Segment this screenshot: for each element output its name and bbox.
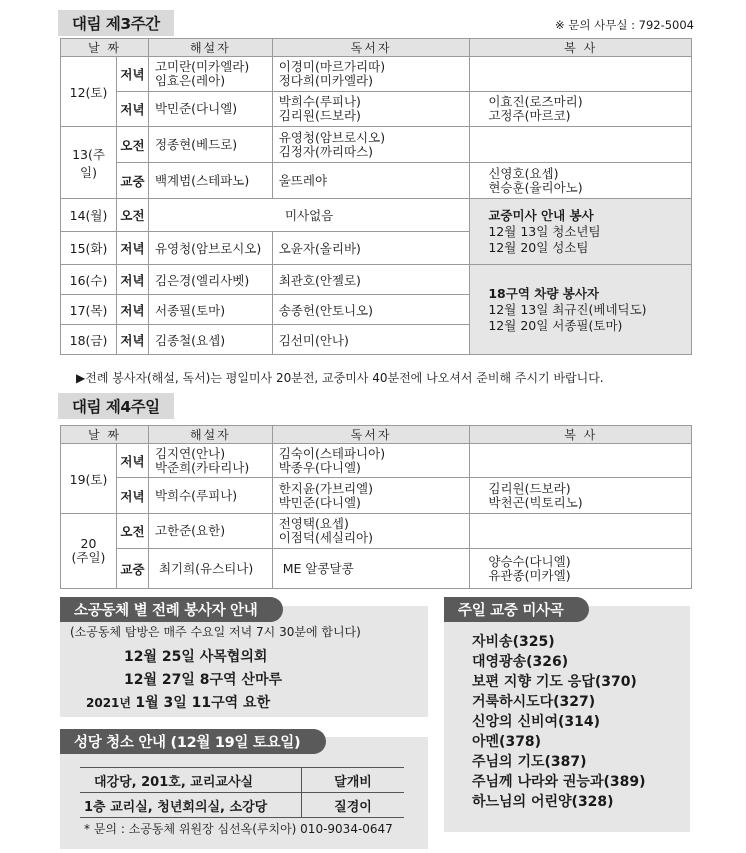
reader-cell: ME 알콩달콩 [272,549,470,589]
server-cell [470,514,692,549]
table-row [61,514,692,549]
time-cell: 저녁 [116,57,148,92]
week3-note: ▶전례 봉사자(해설, 독서)는 평일미사 20분전, 교중미사 40분전에 나오셔서 준비해 주시기 바랍니다. [76,371,604,385]
community-title: 소공동체 별 전례 봉사자 안내 [60,597,283,622]
time-cell: 저녁 [116,92,148,127]
table-row [61,199,692,232]
date-cell: 19(토) [61,444,117,514]
reader-cell: 전영택(요셉) 이점덕(세실리아) [272,514,470,549]
commentator-cell: 백계범(스테파노) [148,163,272,199]
commentator-cell: 박희수(루피나) [148,478,272,514]
header-date: 날 짜 [61,39,149,57]
community-line: 12월 25일 사목협의회 [124,649,268,665]
cleaning-place: 1층 교리실, 청년회의실, 소강당 [80,793,302,818]
time-cell: 저녁 [116,265,148,295]
commentator-cell: 김종철(요셉) [148,325,272,355]
commentator-cell: 유영청(암브로시오) [148,232,272,265]
table-row [80,793,404,818]
list-item: 주님의 기도(387) [472,754,587,770]
date-cell: 18(금) [61,325,117,355]
hymns-title: 주일 교중 미사곡 [444,597,589,622]
table-row [61,92,692,127]
server-cell: 이효진(로즈마리) 고정주(마르코) [470,92,692,127]
cleaning-team: 달개비 [302,768,405,793]
reader-cell: 오윤자(올리바) [272,232,470,265]
header-reader: 독서자 [272,426,470,444]
commentator-cell: 정종현(베드로) [148,127,272,163]
date-cell: 16(수) [61,265,117,295]
reader-cell: 김숙이(스테파니아) 박종우(다니엘) [272,444,470,478]
list-item: 주님께 나라와 권능과(389) [472,774,646,790]
time-cell: 오전 [116,127,148,163]
list-item: 대영광송(326) [472,654,569,670]
server-cell: 양승수(다니엘) 유관종(미카엘) [470,549,692,589]
commentator-cell: 김지연(안나) 박준희(카타리나) [148,444,272,478]
notice-box-vehicle: 18구역 차량 봉사자 12월 13일 최규진(베네딕도) 12월 20일 서종필(토마) [470,265,692,355]
week4-title: 대림 제4주일 [58,393,174,419]
time-cell: 교중 [116,549,148,589]
date-cell: 15(화) [61,232,117,265]
cleaning-table [80,767,404,818]
commentator-cell: 최기희(유스티나) [148,549,272,589]
commentator-cell: 박민준(다니엘) [148,92,272,127]
table-row [61,163,692,199]
cleaning-team: 질경이 [302,793,405,818]
week3-table [60,38,692,355]
community-line: 2021년 1월 3일 11구역 요한 [86,695,271,711]
date-cell: 20 (주일) [61,514,117,589]
header-server: 복 사 [470,39,692,57]
no-mass-cell: 미사없음 [148,199,469,232]
reader-cell: 울뜨레야 [272,163,470,199]
table-header-row [61,426,692,444]
table-row [61,549,692,589]
list-item: 자비송(325) [472,634,555,650]
reader-cell: 한지윤(가브리엘) 박민준(다니엘) [272,478,470,514]
commentator-cell: 김은경(엘리사벳) [148,265,272,295]
header-commentator: 해설자 [148,426,272,444]
list-item: 신앙의 신비여(314) [472,714,601,730]
commentator-cell: 고미란(미카엘라) 임효은(레아) [148,57,272,92]
reader-cell: 유영청(암브로시오) 김정자(까리따스) [272,127,470,163]
table-header-row [61,39,692,57]
time-cell: 저녁 [116,478,148,514]
date-cell: 14(월) [61,199,117,232]
list-item: 거룩하시도다(327) [472,694,596,710]
time-cell: 저녁 [116,325,148,355]
date-cell: 12(토) [61,57,117,127]
server-cell [470,127,692,163]
table-row [61,57,692,92]
server-cell: 김리원(드보라) 박천곤(빅토리노) [470,478,692,514]
time-cell: 저녁 [116,295,148,325]
date-cell: 17(목) [61,295,117,325]
reader-cell: 송종헌(안토니오) [272,295,470,325]
week4-table [60,425,692,589]
table-row [61,478,692,514]
table-row [61,265,692,295]
cleaning-place: 대강당, 201호, 교리교사실 [80,768,302,793]
time-cell: 오전 [116,199,148,232]
list-item: 아멘(378) [472,734,542,750]
header-date: 날 짜 [61,426,149,444]
header-commentator: 해설자 [148,39,272,57]
time-cell: 오전 [116,514,148,549]
header-server: 복 사 [470,426,692,444]
community-line: 12월 27일 8구역 산마루 [124,672,282,688]
table-row [80,768,404,793]
header-reader: 독서자 [272,39,470,57]
contact-office: ※ 문의 사무실 : 792-5004 [554,18,694,32]
reader-cell: 김선미(안나) [272,325,470,355]
date-cell: 13(주일) [61,127,117,199]
reader-cell: 최관호(안젤로) [272,265,470,295]
table-row [61,127,692,163]
notice-box-title: 18구역 차량 봉사자 [488,286,599,301]
reader-cell: 박희수(루피나) 김리원(드보라) [272,92,470,127]
list-item: 보편 지향 기도 응답(370) [472,674,637,690]
commentator-cell: 고한준(요한) [148,514,272,549]
hymns-list [472,632,645,812]
week3-title: 대림 제3주간 [58,10,174,36]
community-subtitle: (소공동체 탐방은 매주 수요일 저녁 7시 30분에 합니다) [70,625,361,639]
server-cell [470,444,692,478]
cleaning-title: 성당 청소 안내 (12월 19일 토요일) [60,729,326,754]
server-cell [470,57,692,92]
cleaning-contact: * 문의 : 소공동체 위원장 심선옥(루치아) 010-9034-0647 [84,822,393,836]
table-row [61,444,692,478]
server-cell: 신영호(요셉) 현승훈(율리아노) [470,163,692,199]
list-item: 하느님의 어린양(328) [472,794,614,810]
commentator-cell: 서종필(토마) [148,295,272,325]
notice-box-title: 교중미사 안내 봉사 [488,207,594,223]
time-cell: 교중 [116,163,148,199]
reader-cell: 이경미(마르가리따) 정다희(미카엘라) [272,57,470,92]
time-cell: 저녁 [116,232,148,265]
time-cell: 저녁 [116,444,148,478]
notice-box-guide: 교중미사 안내 봉사 12월 13일 청소년팀 12월 20일 성소팀 [470,199,692,265]
